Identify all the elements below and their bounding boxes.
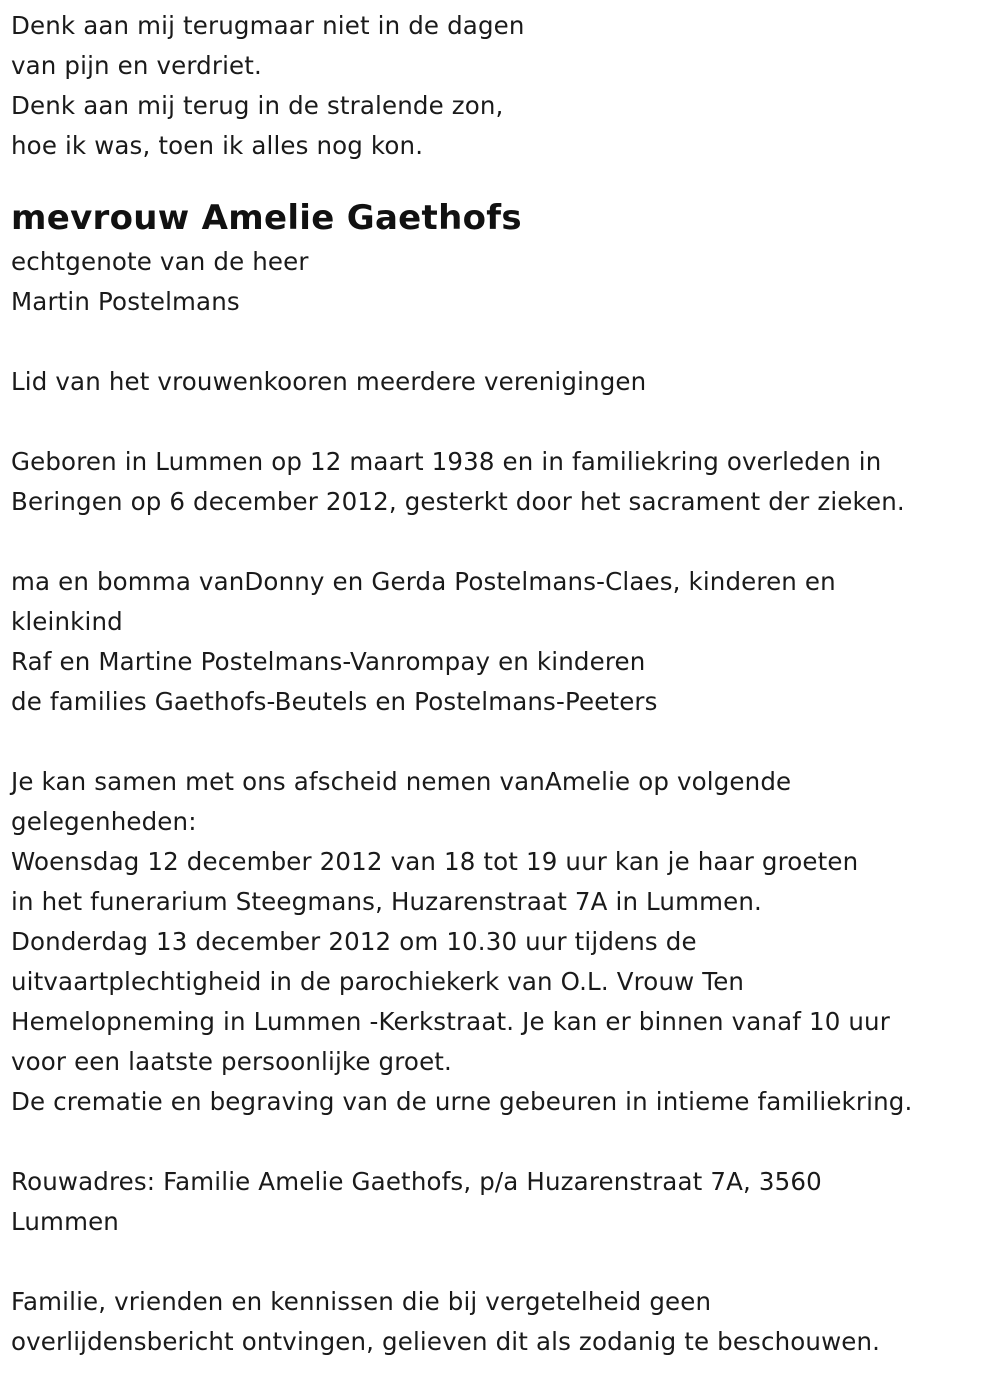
deceased-name: mevrouw Amelie Gaethofs: [11, 198, 522, 238]
poem-line: Denk aan mij terug in de stralende zon,: [11, 91, 504, 120]
relation: [11, 242, 991, 322]
farewell: [11, 762, 991, 1122]
farewell-line: in het funerarium Steegmans, Huzarenstraat 7A in Lummen.: [11, 887, 762, 916]
spacer: [11, 1122, 991, 1162]
birth-death: [11, 442, 991, 522]
spacer: [11, 1242, 991, 1282]
farewell-line: Donderdag 13 december 2012 om 10.30 uur tijdens de: [11, 927, 697, 956]
closing-line: Familie, vrienden en kennissen die bij vergetelheid geen: [11, 1287, 712, 1316]
farewell-line: Je kan samen met ons afscheid nemen vanAmelie op volgende: [11, 767, 792, 796]
death-notice: [11, 6, 991, 1362]
farewell-line: De crematie en begraving van de urne gebeuren in intieme familiekring.: [11, 1087, 913, 1116]
spacer: [11, 402, 991, 442]
relation-line: Martin Postelmans: [11, 287, 240, 316]
family: [11, 562, 991, 722]
birth-death-line: Beringen op 6 december 2012, gesterkt door het sacrament der zieken.: [11, 487, 905, 516]
family-line: kleinkind: [11, 607, 123, 636]
family-line: Raf en Martine Postelmans-Vanrompay en kinderen: [11, 647, 646, 676]
family-line: de families Gaethofs-Beutels en Postelmans-Peeters: [11, 687, 658, 716]
farewell-line: Woensdag 12 december 2012 van 18 tot 19 uur kan je haar groeten: [11, 847, 859, 876]
farewell-line: uitvaartplechtigheid in de parochiekerk van O.L. Vrouw Ten: [11, 967, 745, 996]
spacer: [11, 322, 991, 362]
farewell-line: voor een laatste persoonlijke groet.: [11, 1047, 452, 1076]
poem-line: van pijn en verdriet.: [11, 51, 262, 80]
closing: [11, 1282, 991, 1362]
relation-line: echtgenote van de heer: [11, 247, 309, 276]
poem-line: hoe ik was, toen ik alles nog kon.: [11, 131, 424, 160]
farewell-line: Hemelopneming in Lummen -Kerkstraat. Je kan er binnen vanaf 10 uur: [11, 1007, 890, 1036]
poem-line: Denk aan mij terugmaar niet in de dagen: [11, 11, 525, 40]
closing-line: overlijdensbericht ontvingen, gelieven dit als zodanig te beschouwen.: [11, 1327, 881, 1356]
address-line: Lummen: [11, 1207, 119, 1236]
birth-death-line: Geboren in Lummen op 12 maart 1938 en in familiekring overleden in: [11, 447, 882, 476]
address-line: Rouwadres: Familie Amelie Gaethofs, p/a Huzarenstraat 7A, 3560: [11, 1167, 822, 1196]
spacer: [11, 722, 991, 762]
family-line: ma en bomma vanDonny en Gerda Postelmans-Claes, kinderen en: [11, 567, 836, 596]
membership: Lid van het vrouwenkooren meerdere verenigingen: [11, 367, 647, 396]
spacer: [11, 522, 991, 562]
farewell-line: gelegenheden:: [11, 807, 197, 836]
poem: [11, 6, 991, 166]
address: [11, 1162, 991, 1242]
